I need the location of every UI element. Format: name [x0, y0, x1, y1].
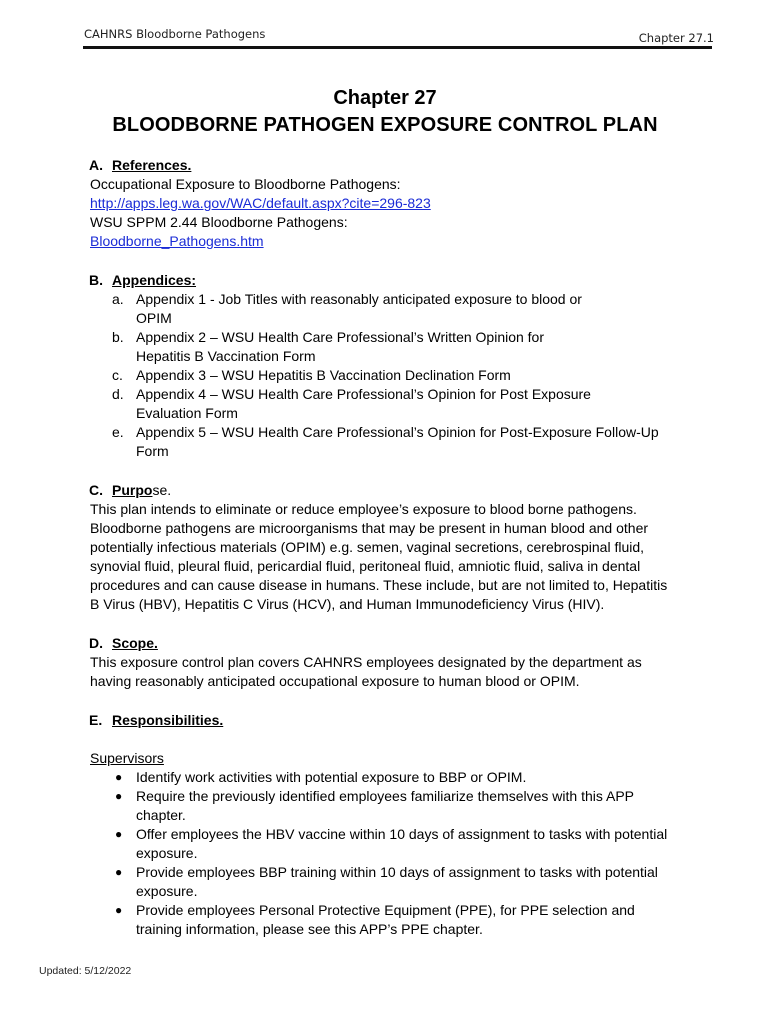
header-divider — [83, 46, 712, 49]
bullet-icon: ● — [115, 827, 123, 841]
list-item: c. Appendix 3 – WSU Hepatitis B Vaccination Declination Form — [112, 367, 511, 383]
list-item: d. Appendix 4 – WSU Health Care Professional’s Opinion for Post Exposure Evaluation Form — [112, 386, 591, 421]
list-item: e. Appendix 5 – WSU Health Care Professional’s Opinion for Post-Exposure Follow-Up Form — [112, 424, 659, 459]
scope-text-line: having reasonably anticipated occupational exposure to human blood or OPIM. — [90, 673, 580, 689]
supervisors-subheading: Supervisors — [90, 750, 164, 766]
purpose-text-line: synovial fluid, pleural fluid, pericardial fluid, peritoneal fluid, amniotic fluid, saliva in dental — [90, 558, 641, 574]
bullet-icon: ● — [115, 903, 123, 917]
bullet-icon: ● — [115, 789, 123, 803]
chapter-title: Chapter 27 — [333, 87, 437, 109]
bullet-icon: ● — [115, 770, 123, 784]
footer-updated-date: Updated: 5/12/2022 — [39, 965, 132, 977]
list-item: ● Provide employees BBP training within 10 days of assignment to tasks with potential exposure. — [115, 864, 658, 899]
section-responsibilities-heading: E. Responsibilities. — [89, 712, 224, 728]
section-references-heading: A. References. — [89, 157, 192, 173]
running-header-chapter: Chapter 27.1 — [638, 31, 714, 45]
purpose-text-line: potentially infectious materials (OPIM) e.g. semen, vaginal secretions, cerebrospinal fluid, — [90, 539, 645, 555]
purpose-text-line: Bloodborne pathogens are microorganisms that may be present in human blood and other — [90, 520, 649, 536]
purpose-text-line: procedures and can cause disease in humans. These include, but are not limited to, Hepatitis — [90, 577, 668, 593]
wac-link[interactable]: http://apps.leg.wa.gov/WAC/default.aspx?cite=296-823 — [90, 195, 431, 211]
list-item: ● Identify work activities with potential exposure to BBP or OPIM. — [115, 769, 527, 785]
purpose-text-line: B Virus (HBV), Hepatitis C Virus (HCV), and Human Immunodeficiency Virus (HIV). — [90, 596, 605, 612]
sppm-link[interactable]: Bloodborne_Pathogens.htm — [90, 233, 264, 249]
list-item: a. Appendix 1 - Job Titles with reasonably anticipated exposure to blood or OPIM — [112, 291, 582, 326]
section-scope-heading: D. Scope. — [89, 635, 158, 651]
section-purpose-heading: C. Purpose. — [89, 482, 172, 498]
list-item: ● Require the previously identified employees familiarize themselves with this APP chapter. — [115, 788, 635, 823]
references-line-1: Occupational Exposure to Bloodborne Pathogens: — [90, 176, 401, 192]
purpose-text-line: This plan intends to eliminate or reduce employee’s exposure to blood borne pathogens. — [90, 501, 637, 517]
references-line-2: WSU SPPM 2.44 Bloodborne Pathogens: — [90, 214, 348, 230]
list-item: ● Provide employees Personal Protective Equipment (PPE), for PPE selection and training information, please see this APP’s PPE chapter. — [115, 902, 635, 937]
appendices-list — [90, 290, 730, 461]
scope-text-line: This exposure control plan covers CAHNRS employees designated by the department as — [90, 654, 642, 670]
section-appendices-heading: B. Appendices: — [89, 272, 197, 288]
list-item: b. Appendix 2 – WSU Health Care Professional’s Written Opinion for Hepatitis B Vaccination Form — [112, 329, 545, 364]
bullet-icon: ● — [115, 865, 123, 879]
supervisor-duties-list — [90, 768, 730, 939]
document-body — [90, 156, 730, 939]
list-item: ● Offer employees the HBV vaccine within 10 days of assignment to tasks with potential exposure. — [115, 826, 668, 861]
plan-title: BLOODBORNE PATHOGEN EXPOSURE CONTROL PLAN — [112, 114, 658, 136]
running-header-title: CAHNRS Bloodborne Pathogens — [84, 27, 266, 41]
